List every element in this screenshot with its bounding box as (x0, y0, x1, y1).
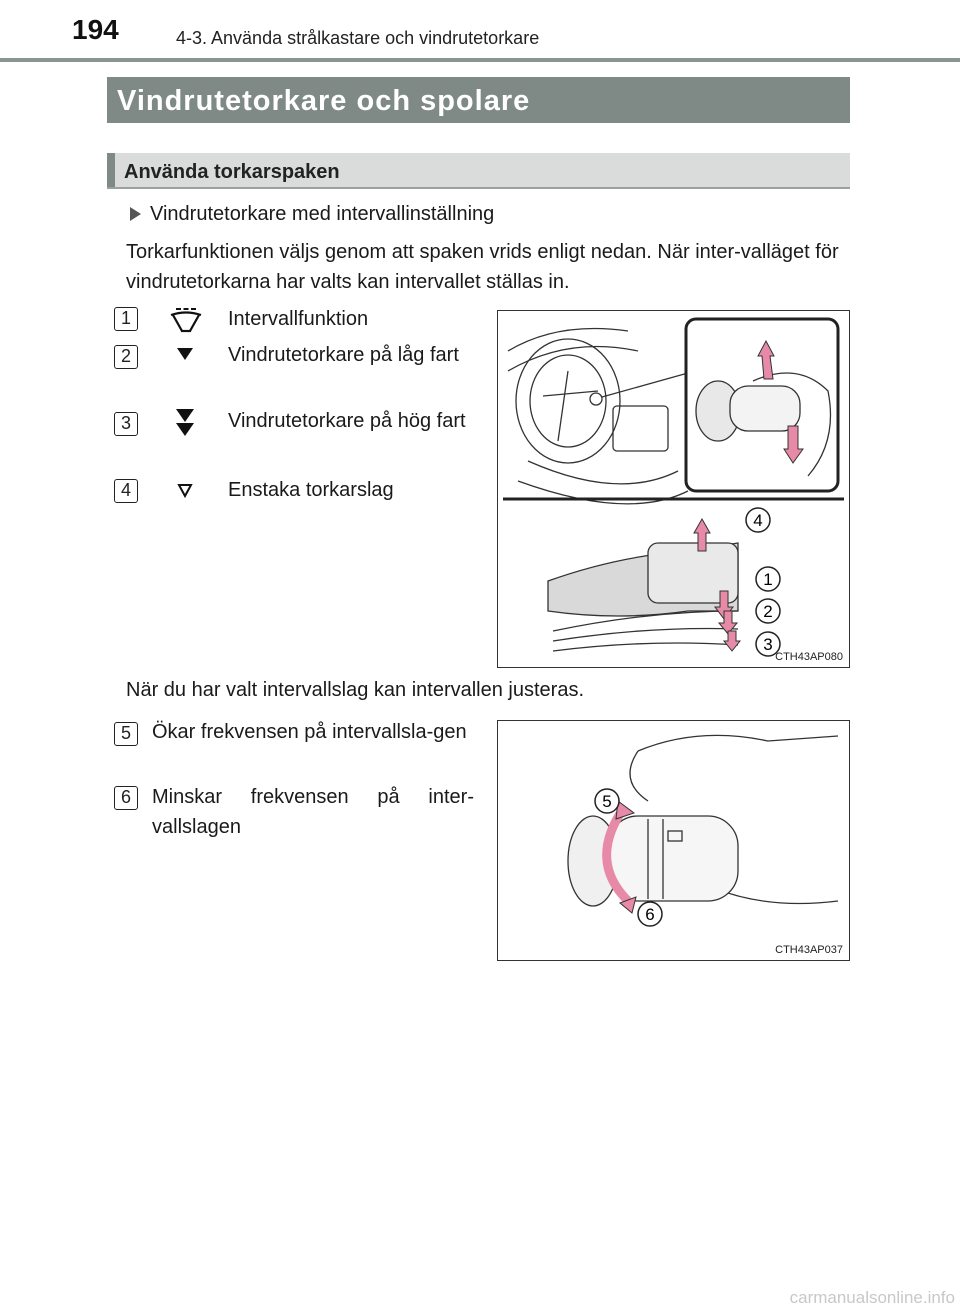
header-rule (0, 58, 960, 62)
svg-text:carmanualsonline.info: carmanualsonline.info (789, 1288, 955, 1307)
single-wipe-triangle-icon (177, 483, 193, 499)
item-text: Intervallfunktion (228, 308, 369, 330)
callout-2: 2 (763, 602, 773, 621)
low-speed-triangle-icon (176, 347, 194, 361)
bullet-text: Vindrutetorkare med intervallinställning (150, 203, 495, 225)
item-text: Minskar frekvensen på inter-vallslagen (152, 786, 474, 838)
callout-5: 5 (602, 792, 612, 811)
figure-code: CTH43AP037 (775, 944, 843, 956)
callout-3: 3 (763, 635, 773, 654)
callout-6: 6 (645, 905, 655, 924)
section-title: Vindrutetorkare och spolare (107, 77, 850, 123)
figure-code: CTH43AP080 (775, 651, 843, 663)
subsection-title: Använda torkarspaken (124, 161, 340, 183)
item-number-badge: 5 (114, 722, 138, 746)
watermark-logo (710, 1282, 960, 1310)
bullet-triangle-icon (130, 207, 141, 221)
item-text: Vindrutetorkare på låg fart (228, 344, 459, 366)
item-number-badge: 3 (114, 412, 138, 436)
item-number-badge: 2 (114, 345, 138, 369)
interval-adjust-illustration (498, 721, 848, 959)
item-number-badge: 1 (114, 307, 138, 331)
callout-1: 1 (763, 570, 773, 589)
intro-paragraph: Torkarfunktionen väljs genom att spaken vrids enligt nedan. När inter-valläget för vindrutetorkarna har valts kan intervallet ställas in. (126, 241, 839, 293)
item-number-badge: 6 (114, 786, 138, 810)
figure-callouts (746, 508, 780, 656)
running-header: 4-3. Använda strålkastare och vindrutetorkare (176, 28, 540, 48)
item-text: Vindrutetorkare på hög fart (228, 410, 466, 432)
high-speed-double-triangle-icon (175, 408, 195, 438)
interval-adjust-figure (497, 720, 850, 961)
callout-4: 4 (753, 511, 763, 530)
paragraph-2: När du har valt intervallslag kan intervallen justeras. (126, 679, 584, 701)
item-number-badge: 4 (114, 479, 138, 503)
subsection-accent (107, 153, 115, 187)
wiper-lever-illustration (498, 311, 848, 666)
intermittent-wiper-icon (168, 306, 204, 336)
item-text: Ökar frekvensen på intervallsla-gen (152, 721, 467, 743)
wiper-lever-figure (497, 310, 850, 668)
bullet-heading (130, 203, 494, 226)
item-text: Enstaka torkarslag (228, 479, 394, 501)
page-number: 194 (72, 14, 119, 45)
subsection-bar (107, 153, 850, 189)
